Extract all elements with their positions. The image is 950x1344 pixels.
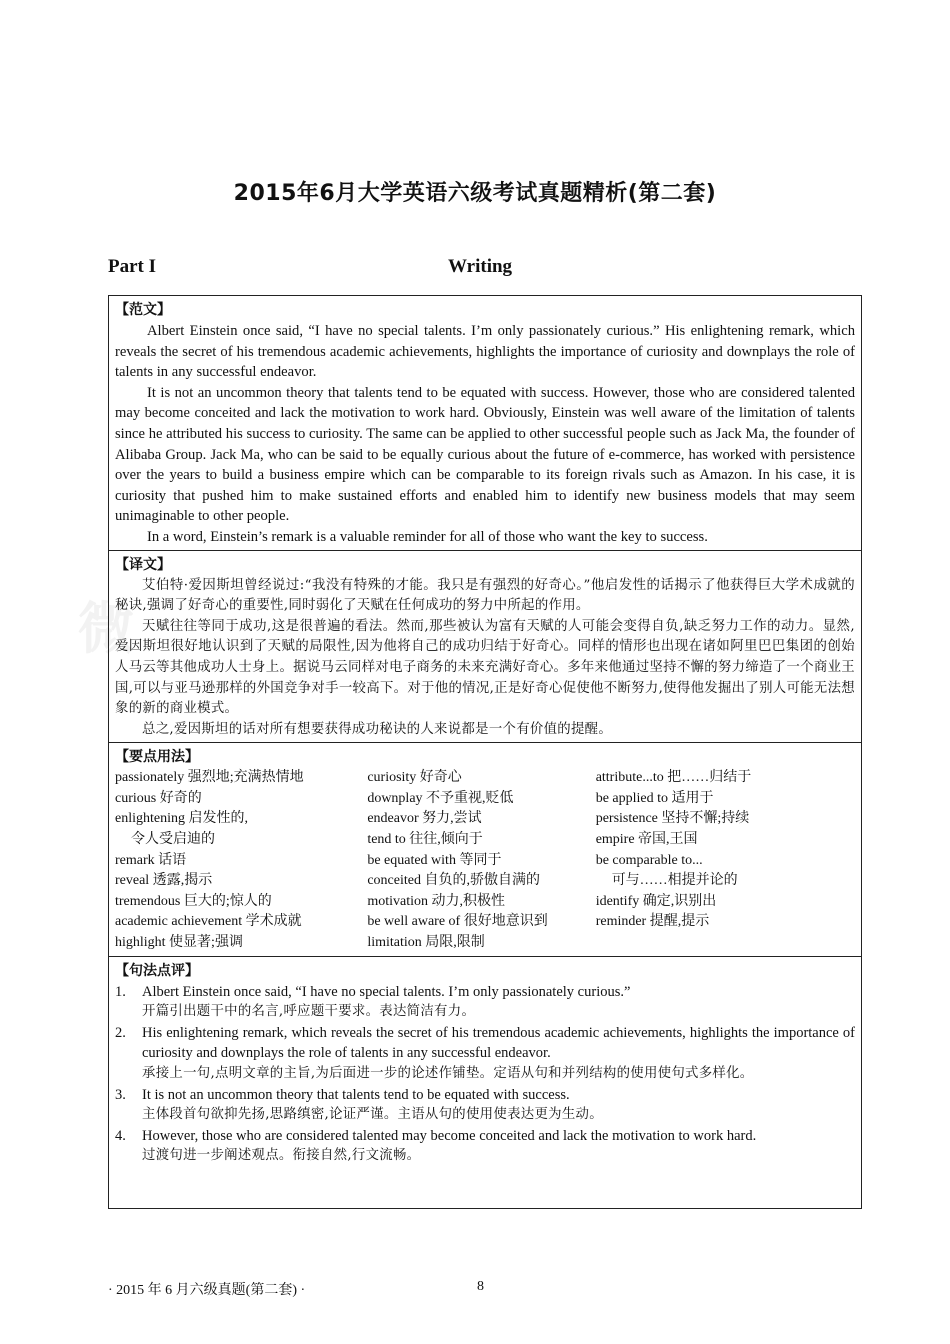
page-number: 8 [477, 1279, 484, 1294]
model-essay-section [109, 296, 861, 551]
translation-paragraph: 总之,爱因斯坦的话对所有想要获得成功秘诀的人来说都是一个有价值的提醒。 [142, 721, 613, 737]
translation-section [109, 551, 861, 744]
footer-caption: · 2015 年 6 月六级真题(第二套) · [108, 1283, 306, 1298]
vocab-item: highlight 使显著;强调 [115, 935, 243, 951]
vocab-item: motivation 动力,积极性 [367, 893, 505, 909]
vocab-item: be applied to 适用于 [595, 790, 714, 806]
part-name: Writing [448, 256, 513, 277]
model-paragraph: Albert Einstein once said, “I have no special talents. I’m only passionately curious.” His enlightening remark, which reveals the secret of his tremendous academic achievements, highlights the importance of curiosity and downplays the role of talents in any successful endeavor. [115, 323, 855, 381]
translation-heading: 【译文】 [115, 556, 171, 573]
syntax-comment: 过渡句进一步阐述观点。衔接自然,行文流畅。 [142, 1148, 421, 1164]
syntax-sentence: Albert Einstein once said, “I have no special talents. I’m only passionately curious.” [142, 983, 631, 1000]
vocab-column-3 [596, 768, 855, 953]
syntax-comment: 主体段首句欲抑先扬,思路缜密,论证严谨。主语从句的使用使表达更为生动。 [142, 1107, 603, 1123]
page-title: 2015年6月大学英语六级考试真题精析(第二套) [233, 181, 717, 206]
vocab-item: 可与……相提并论的 [611, 873, 738, 889]
part-header [108, 256, 862, 284]
vocab-item: reveal 透露,揭示 [115, 873, 213, 889]
syntax-sentence: It is not an uncommon theory that talents tend to be equated with success. [142, 1086, 570, 1103]
vocab-item: persistence 坚持不懈;持续 [595, 811, 750, 827]
vocab-item: tremendous 巨大的;惊人的 [115, 893, 272, 909]
vocab-heading: 【要点用法】 [115, 749, 199, 766]
syntax-item [115, 1085, 855, 1126]
vocab-column-2 [367, 768, 595, 953]
vocab-item: remark 话语 [115, 852, 187, 868]
vocab-item: academic achievement 学术成就 [115, 914, 302, 930]
vocab-table [115, 768, 855, 953]
syntax-section [109, 957, 861, 1169]
vocab-column-1 [115, 768, 367, 953]
watermark: 微 [78, 597, 140, 662]
vocab-item: 令人受启迪的 [131, 832, 215, 848]
vocab-item: reminder 提醒,提示 [595, 914, 710, 930]
syntax-comment: 开篇引出题干中的名言,呼应题干要求。表达简洁有力。 [142, 1004, 476, 1020]
syntax-comment: 承接上一句,点明文章的主旨,为后面进一步的论述作铺垫。定语从句和并列结构的使用使句式多样化。 [142, 1066, 754, 1081]
vocab-item: identify 确定,识别出 [595, 893, 717, 909]
translation-paragraph: 天赋往往等同于成功,这是很普遍的看法。然而,那些被认为富有天赋的人可能会变得自负,缺乏努力工作的动力。显然,爱因斯坦很好地认识到了天赋的局限性,因为他将自己的成功归结于好奇心。同样的情形也出现在诸如阿里巴巴集团的创始人马云等其他成功人士身上。据说马云同样对电子商务的未来充满好奇心。多年来他通过坚持不懈的努力缔造了一个商业王国,可以与亚马逊那样的外国竞争对手一较高下。对于他的情况,正是好奇心促使他不断努力,使得他发掘出了别人可能无法想象的新的商业模式。 [115, 618, 855, 717]
vocab-item: curiosity 好奇心 [367, 770, 462, 786]
syntax-number: 3. [115, 1086, 126, 1103]
syntax-item [115, 1023, 855, 1085]
translation-paragraph: 艾伯特·爱因斯坦曾经说过:“我没有特殊的才能。我只是有强烈的好奇心。”他启发性的话揭示了他获得巨大学术成就的秘诀,强调了好奇心的重要性,同时弱化了天赋在任何成功的努力中所起的作用。 [115, 577, 855, 614]
syntax-number: 2. [115, 1024, 126, 1041]
vocab-item: empire 帝国,王国 [595, 832, 698, 848]
vocab-item: limitation 局限,限制 [367, 935, 485, 951]
vocab-item: downplay 不予重视,贬低 [367, 790, 514, 806]
part-label: Part I [108, 256, 157, 277]
vocab-item: tend to 往往,倾向于 [367, 832, 483, 848]
vocab-item: be equated with 等同于 [367, 852, 502, 868]
vocab-item: endeavor 努力,尝试 [367, 811, 482, 827]
vocab-item: attribute...to 把……归结于 [595, 770, 752, 786]
model-paragraph: In a word, Einstein’s remark is a valuable reminder for all of those who want the key to success. [147, 528, 708, 545]
syntax-item [115, 1126, 855, 1167]
model-essay-heading: 【范文】 [115, 302, 171, 318]
syntax-heading: 【句法点评】 [115, 962, 199, 979]
content-box [108, 295, 862, 1209]
syntax-number: 4. [115, 1127, 126, 1144]
vocab-item: be well aware of 很好地意识到 [367, 914, 548, 930]
syntax-number: 1. [115, 983, 126, 1000]
syntax-sentence: His enlightening remark, which reveals the secret of his tremendous academic achievements, highlights the importance of curiosity and downplays the role of talents in any successful endeavor. [142, 1024, 855, 1062]
vocab-item: conceited 自负的,骄傲自满的 [367, 873, 540, 889]
syntax-sentence: However, those who are considered talented may become conceited and lack the motivation to work hard. [142, 1127, 757, 1144]
vocab-section [109, 743, 861, 956]
vocab-item: be comparable to... [595, 852, 703, 868]
syntax-item [115, 982, 855, 1023]
model-paragraph: It is not an uncommon theory that talents tend to be equated with success. However, those who are considered talented may become conceited and lack the motivation to work hard. Obviously, Einstein was well aware of the limitation of talents since he attributed his success to curiosity. The same can be applied to other successful people such as Jack Ma, the founder of Alibaba Group. Jack Ma, who can be said to be equally curious about the future of e-commerce, has worked with persistence over the years to build a business empire which can be comparable to its foreign rivals such as Amazon. In his case, it is curiosity that pushed him to make sustained efforts and enabled him to identify new business models that may seem unimaginable to other people. [115, 384, 855, 525]
vocab-item: enlightening 启发性的, [115, 811, 248, 827]
vocab-item: curious 好奇的 [115, 790, 202, 806]
vocab-item: passionately 强烈地;充满热情地 [115, 770, 304, 786]
